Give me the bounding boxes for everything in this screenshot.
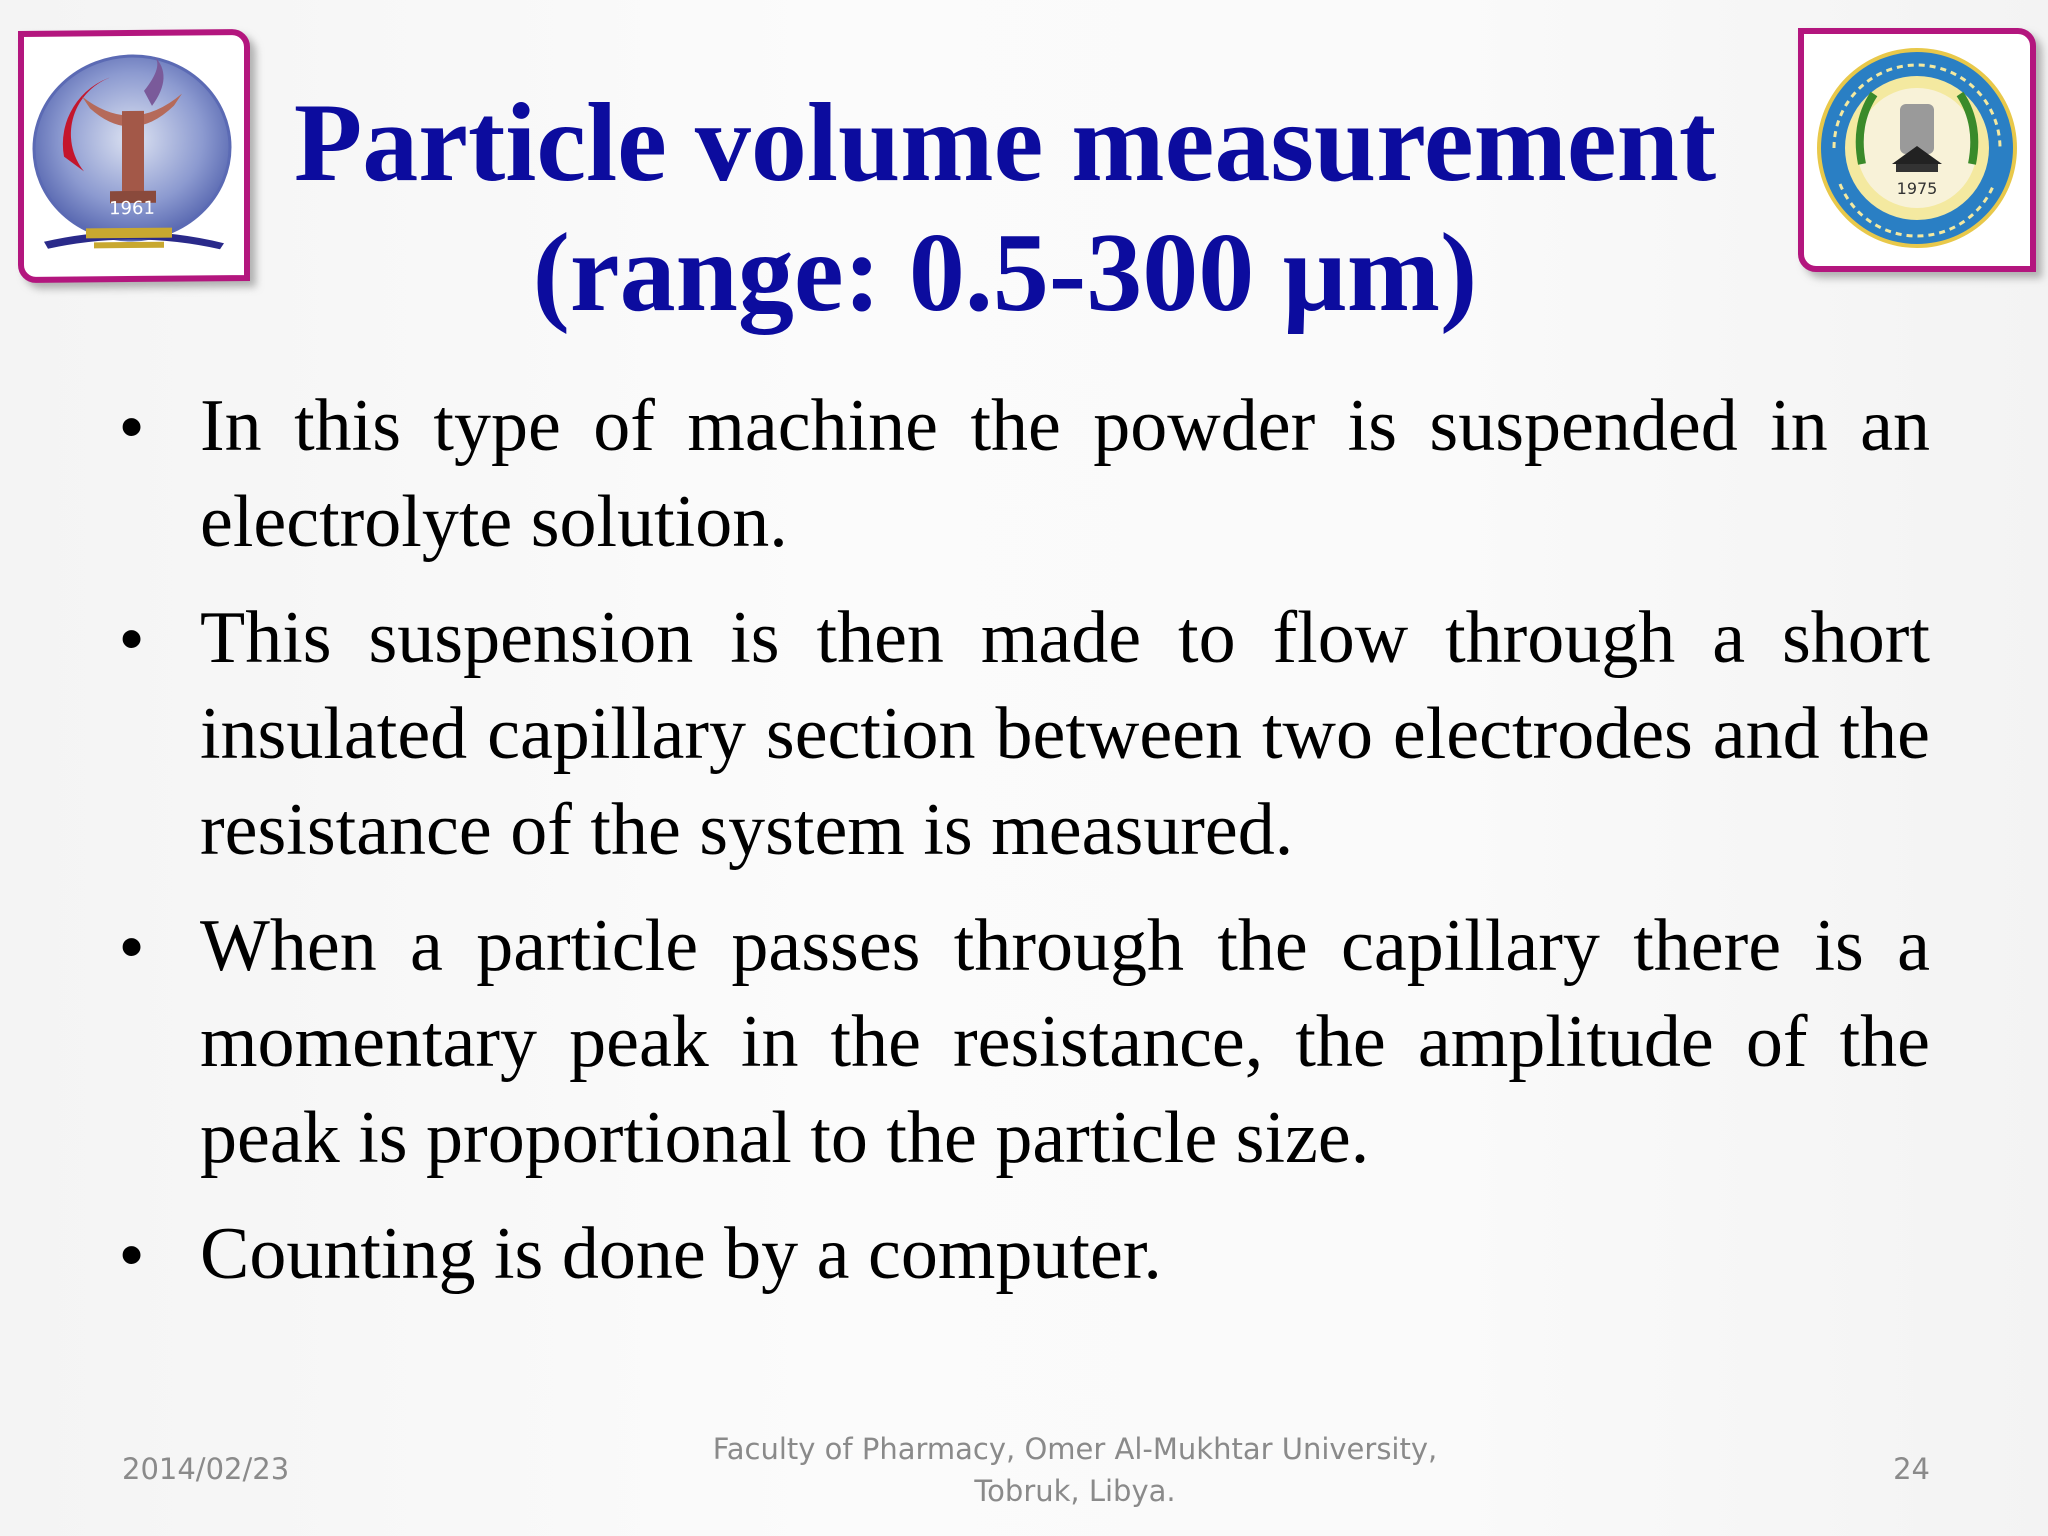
- footer-institution: [620, 1428, 1530, 1512]
- footer-date: 2014/02/23: [122, 1452, 290, 1486]
- title-line-1: Particle volume measurement: [293, 81, 1717, 205]
- university-logo-frame: [1798, 28, 2036, 272]
- bullet-dot-icon: •: [120, 389, 144, 463]
- bullet-item: [120, 898, 1930, 1186]
- bullet-text: Counting is done by a computer.: [200, 1213, 1162, 1295]
- footer-page-number: 24: [1893, 1452, 1930, 1486]
- title-line-2: (range: 0.5-300 µm): [532, 211, 1478, 335]
- footer-institution-line-1: Faculty of Pharmacy, Omer Al-Mukhtar University,: [712, 1432, 1438, 1466]
- bullet-item: [120, 378, 1930, 570]
- bullet-list: [120, 378, 1930, 1322]
- bullet-text: When a particle passes through the capillary there is a momentary peak in the resistance, the amplitude of the peak is proportional to the particle size.: [200, 905, 1930, 1179]
- footer-institution-line-2: Tobruk, Libya.: [974, 1474, 1176, 1508]
- bullet-dot-icon: •: [120, 909, 144, 983]
- faculty-emblem-icon: [24, 35, 244, 277]
- faculty-logo-frame: [18, 29, 250, 283]
- bullet-text: This suspension is then made to flow through a short insulated capillary section between two electrodes and the resistance of the system is measured.: [200, 597, 1930, 871]
- bullet-dot-icon: •: [120, 601, 144, 675]
- university-seal-icon: [1804, 34, 2030, 266]
- left-logo-year: 1961: [109, 197, 155, 220]
- bullet-item: [120, 590, 1930, 878]
- bullet-item: [120, 1206, 1930, 1302]
- bullet-text: In this type of machine the powder is suspended in an electrolyte solution.: [200, 385, 1930, 563]
- bullet-dot-icon: •: [120, 1217, 144, 1291]
- slide-title: [220, 78, 1790, 338]
- right-logo-year: 1975: [1896, 179, 1938, 198]
